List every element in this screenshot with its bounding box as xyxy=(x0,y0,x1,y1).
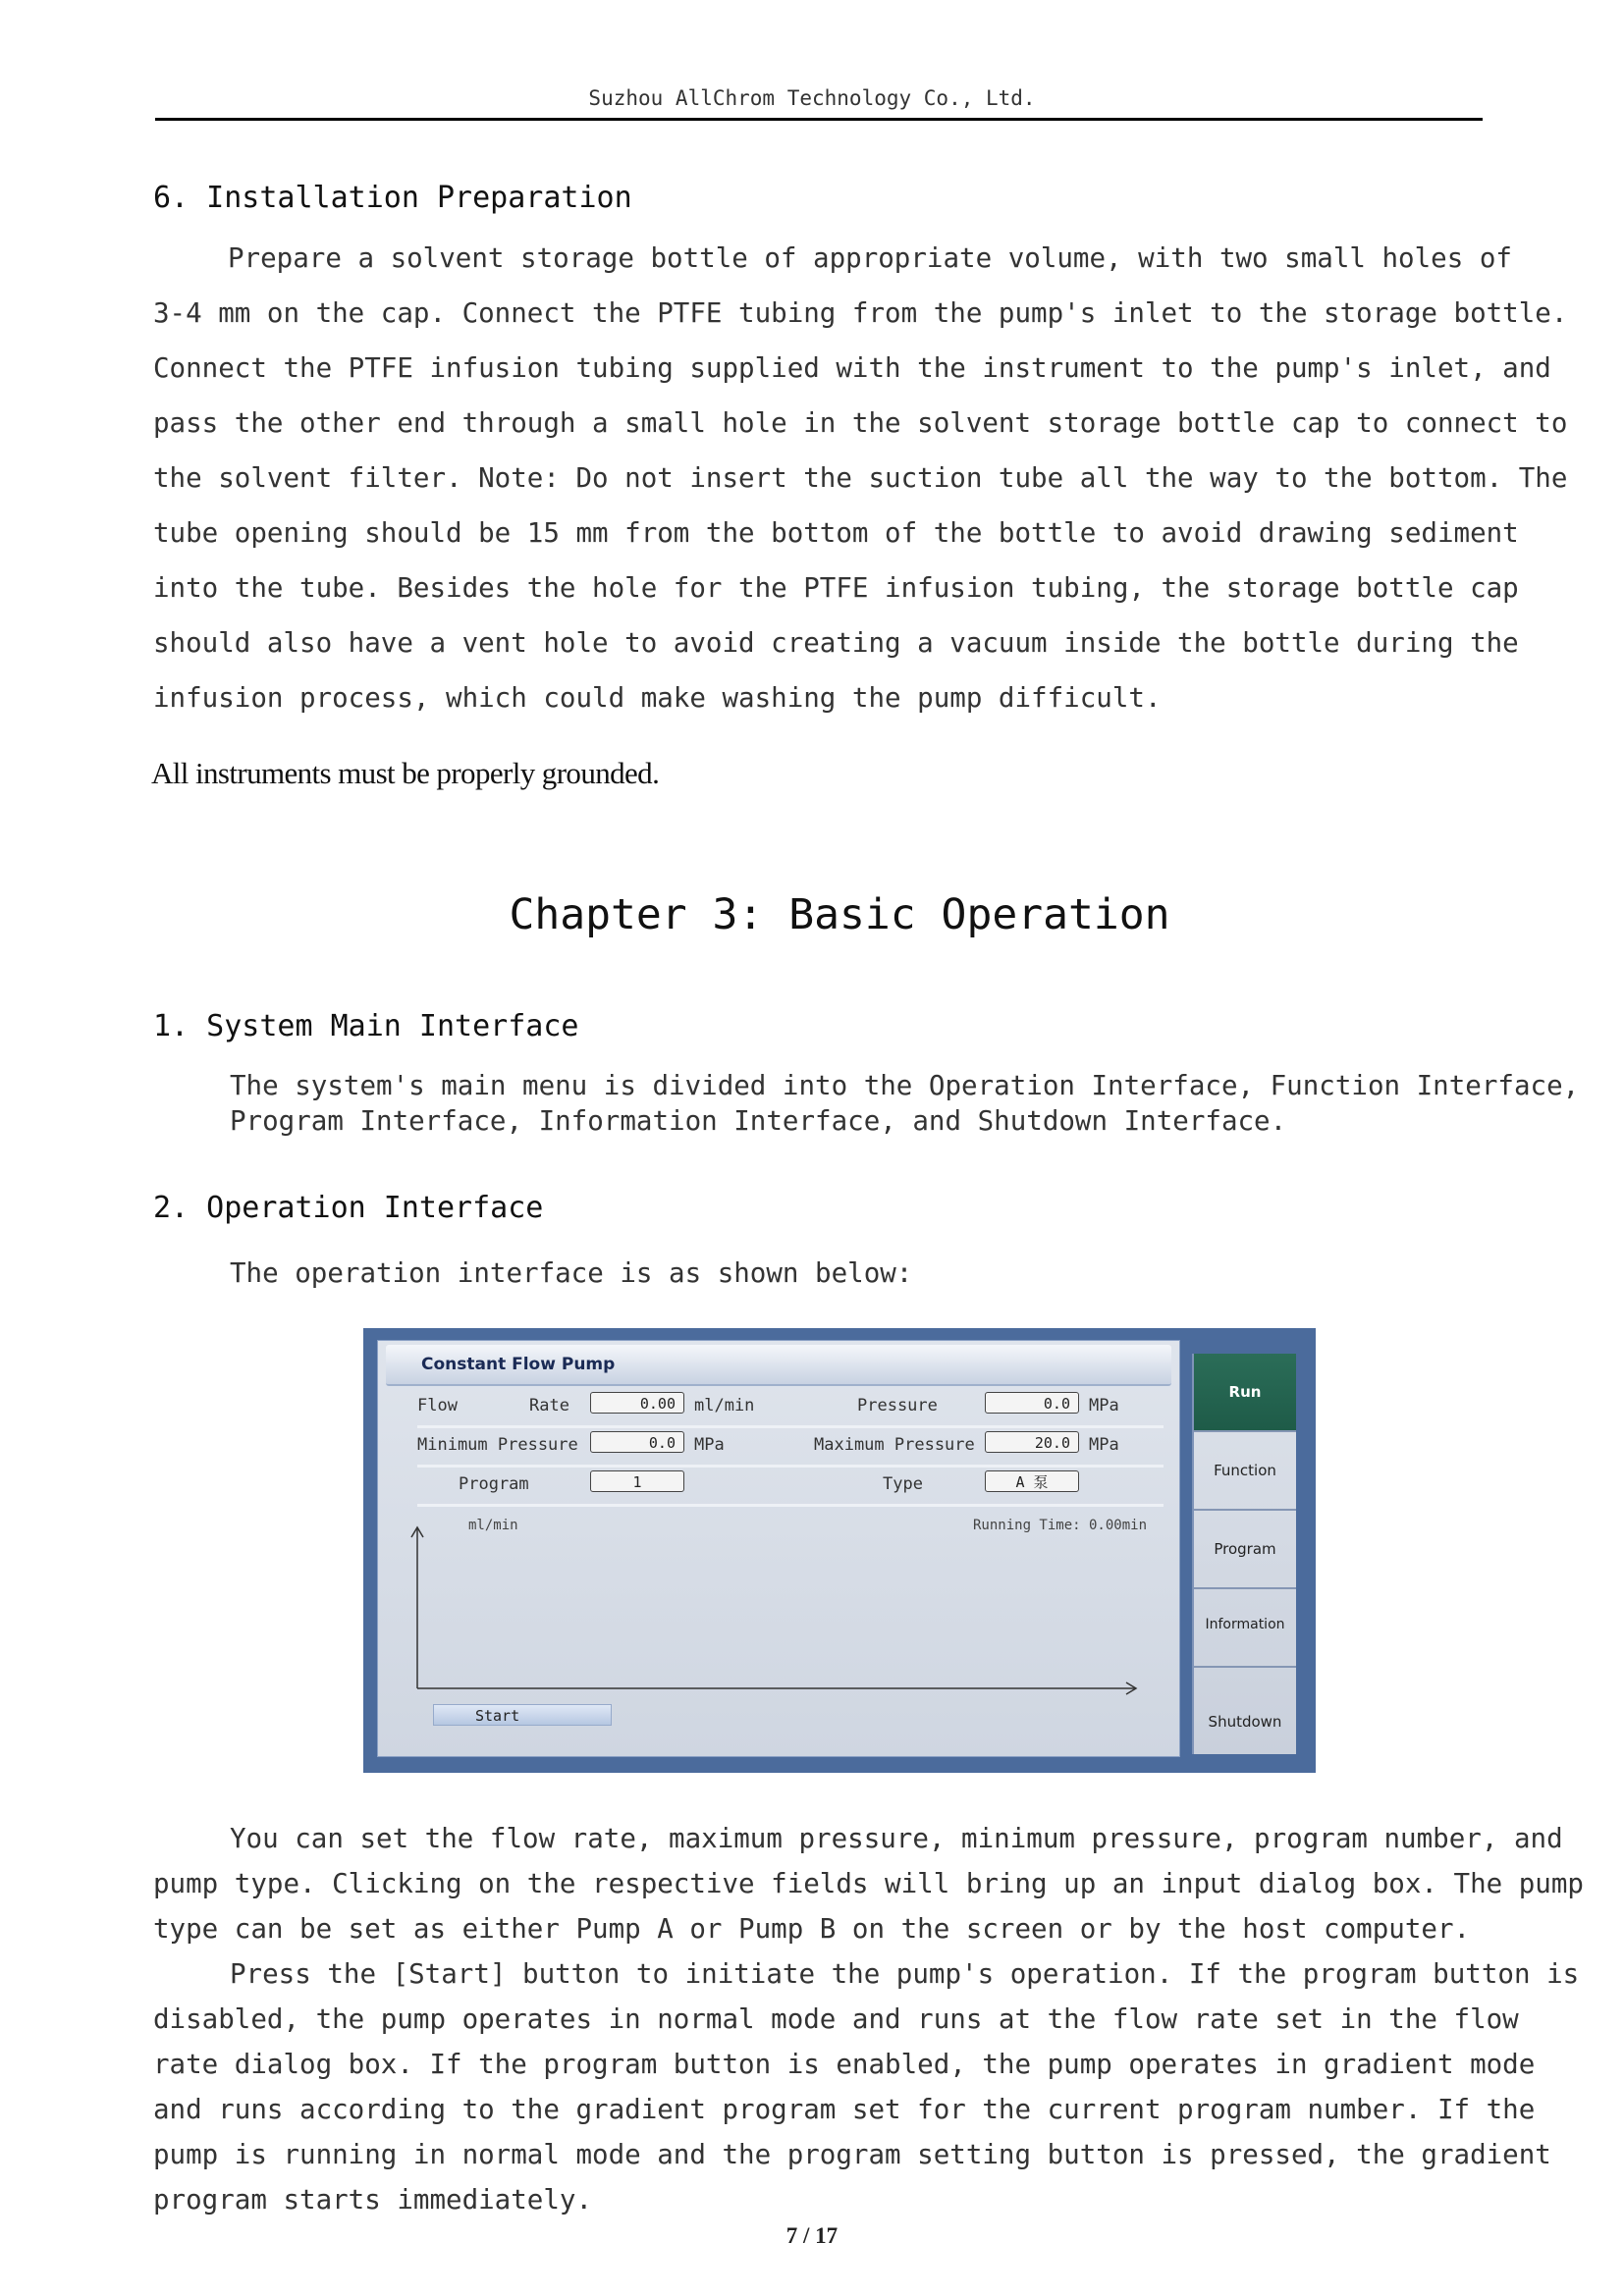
flow-row xyxy=(417,1386,1164,1428)
min-pressure-field[interactable]: 0.0 xyxy=(590,1431,684,1453)
paragraph-line: You can set the flow rate, maximum pressure, minimum pressure, program number, and xyxy=(230,1823,1563,1854)
panel-title: Constant Flow Pump xyxy=(421,1355,616,1374)
paragraph-line: The system's main menu is divided into the Operation Interface, Function Interface, xyxy=(230,1070,1580,1101)
paragraph-line: Connect the PTFE infusion tubing supplied with the instrument to the pump's inlet, and xyxy=(153,352,1551,384)
rate-unit: ml/min xyxy=(694,1396,755,1415)
header-rule xyxy=(155,118,1483,121)
paragraph-line: 3-4 mm on the cap. Connect the PTFE tubing from the pump's inlet to the storage bottle. xyxy=(153,297,1568,329)
paragraph-line: rate dialog box. If the program button is enabled, the pump operates in gradient mode xyxy=(153,2049,1536,2080)
operation-interface-screenshot xyxy=(363,1328,1316,1773)
min-pressure-label: Minimum Pressure xyxy=(417,1435,578,1455)
paragraph-line: and runs according to the gradient program set for the current program number. If the xyxy=(153,2094,1536,2125)
paragraph-line: infusion process, which could make washing the pump difficult. xyxy=(153,682,1162,714)
pressure-unit: MPa xyxy=(1089,1396,1119,1415)
rate-field[interactable]: 0.00 xyxy=(590,1392,684,1414)
paragraph-line: pump type. Clicking on the respective fields will bring up an input dialog box. The pump xyxy=(153,1868,1584,1899)
paragraph-line: into the tube. Besides the hole for the PTFE infusion tubing, the storage bottle cap xyxy=(153,572,1519,604)
panel-titlebar xyxy=(386,1345,1171,1386)
main-panel xyxy=(377,1340,1180,1757)
paragraph-line: Program Interface, Information Interface, and Shutdown Interface. xyxy=(230,1105,1287,1137)
section-heading: 6. Installation Preparation xyxy=(153,181,632,215)
paragraph-line: Prepare a solvent storage bottle of appropriate volume, with two small holes of xyxy=(228,242,1512,274)
pressure-label: Pressure xyxy=(857,1396,938,1415)
type-label: Type xyxy=(883,1474,923,1494)
section-heading: 1. System Main Interface xyxy=(153,1009,579,1043)
paragraph-line: tube opening should be 15 mm from the bottom of the bottle to avoid drawing sediment xyxy=(153,517,1519,549)
tab-program[interactable]: Program xyxy=(1194,1511,1296,1589)
paragraph-line: pass the other end through a small hole in the solvent storage bottle cap to connect to xyxy=(153,407,1568,439)
paragraph-line: program starts immediately. xyxy=(153,2184,593,2216)
max-pressure-field[interactable]: 20.0 xyxy=(985,1431,1079,1453)
paragraph-line: disabled, the pump operates in normal mode and runs at the flow rate set in the flow xyxy=(153,2003,1519,2035)
pressure-field[interactable]: 0.0 xyxy=(985,1392,1079,1414)
tab-shutdown[interactable]: Shutdown xyxy=(1208,1713,1282,1731)
paragraph-line: should also have a vent hole to avoid creating a vacuum inside the bottle during the xyxy=(153,627,1519,659)
paragraph-line: pump is running in normal mode and the program setting button is pressed, the gradient xyxy=(153,2139,1551,2170)
page-header: Suzhou AllChrom Technology Co., Ltd. xyxy=(588,86,1036,110)
side-menu xyxy=(1192,1354,1296,1754)
paragraph-line: type can be set as either Pump A or Pump B on the screen or by the host computer. xyxy=(153,1913,1471,1945)
max-pressure-unit: MPa xyxy=(1089,1435,1119,1455)
chapter-title: Chapter 3: Basic Operation xyxy=(509,890,1170,939)
paragraph-line: Press the [Start] button to initiate the pump's operation. If the program button is xyxy=(230,1958,1580,1990)
grounding-note: All instruments must be properly grounded. xyxy=(151,756,660,790)
start-button[interactable]: Start xyxy=(433,1704,612,1726)
program-field[interactable]: 1 xyxy=(590,1470,684,1492)
flow-plot-axes xyxy=(407,1523,1144,1700)
min-pressure-unit: MPa xyxy=(694,1435,725,1455)
tab-information[interactable]: Information xyxy=(1194,1589,1296,1668)
tab-function[interactable]: Function xyxy=(1194,1432,1296,1511)
tab-run[interactable]: Run xyxy=(1194,1354,1296,1432)
max-pressure-label: Maximum Pressure xyxy=(814,1435,975,1455)
type-field[interactable]: A 泵 xyxy=(985,1470,1079,1492)
running-time: Running Time: 0.00min xyxy=(973,1518,1148,1533)
program-row xyxy=(417,1465,1164,1507)
page-number: 7 / 17 xyxy=(785,2223,839,2248)
flow-label: Flow xyxy=(417,1396,458,1415)
pressure-limits-row xyxy=(417,1425,1164,1468)
section-heading: 2. Operation Interface xyxy=(153,1191,544,1225)
rate-label: Rate xyxy=(529,1396,569,1415)
axis-unit-label: ml/min xyxy=(468,1518,518,1533)
program-label: Program xyxy=(459,1474,529,1494)
paragraph-line: The operation interface is as shown below: xyxy=(230,1257,913,1289)
paragraph-line: the solvent filter. Note: Do not insert the suction tube all the way to the bottom. The xyxy=(153,462,1568,494)
